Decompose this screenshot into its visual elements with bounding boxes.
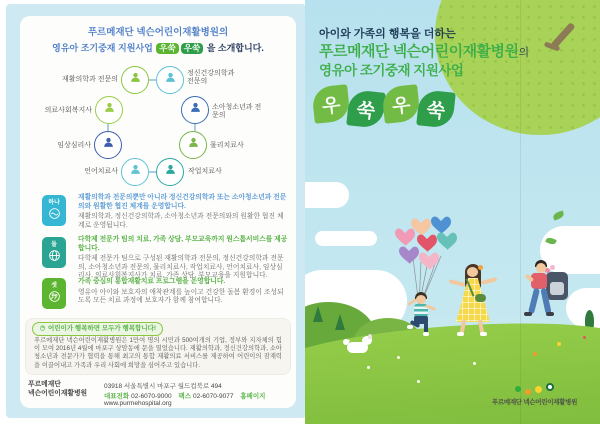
man-shoe xyxy=(546,312,554,316)
usuk-logo-leaf-3: 우 xyxy=(381,84,421,124)
woman-arm xyxy=(481,277,497,284)
section-two xyxy=(78,236,288,281)
handshake-icon xyxy=(42,207,66,220)
man-shirt xyxy=(531,273,547,289)
man-backpack-pocket xyxy=(550,282,564,295)
web-label: 홈페이지 xyxy=(240,393,266,400)
diagram-label-physical-therapist: 물리치료사 xyxy=(210,142,244,149)
fax-value: 02-6070-9077 xyxy=(192,393,234,400)
section-one-body: 재활의학과, 정신건강의학과, 소아청소년과 전문의와의 원활한 협진 체계로 운영됩니다. xyxy=(78,213,284,229)
logo-dots-icon xyxy=(477,384,592,395)
section-three xyxy=(78,278,288,306)
diagram-connector xyxy=(107,124,109,131)
cover-tagline: 아이와 가족의 행복을 더하는 xyxy=(319,28,456,40)
cloud xyxy=(540,226,600,274)
diagram-connector xyxy=(149,171,156,173)
person-icon xyxy=(102,136,115,154)
cover-subtitle: 영유아 조기중재 지원사업 xyxy=(319,63,464,78)
diagram-label-speech-therapist: 언어치료사 xyxy=(84,168,118,175)
phone-value: 02-6070-9000 xyxy=(131,393,172,400)
dog-ear xyxy=(368,334,372,339)
person-icon xyxy=(129,71,142,89)
diagram-connector xyxy=(149,79,156,81)
phone-label: 대표전화 xyxy=(104,393,130,400)
section-badge-three xyxy=(42,278,66,309)
cloud xyxy=(566,288,600,328)
intro-line1: 푸르메재단 넥슨어린이재활병원의 xyxy=(87,27,229,38)
contact-org-line1: 푸르메재단 xyxy=(28,381,61,388)
team-circle-physical-therapist xyxy=(179,131,207,159)
diagram-label-occupational-therapist: 작업치료사 xyxy=(188,168,222,175)
section-three-body: 영유아 아이와 보호자의 애착관계를 높이고 건강한 돌봄 환경이 조성되도록 모든 치료 과정에 보호자가 함께 참여합니다. xyxy=(78,288,284,305)
person-icon xyxy=(103,101,116,119)
section-one xyxy=(78,194,288,230)
note-body: 푸르메재단 넥슨어린이재활병원은 1만여 명의 시민과 500여개의 기업, 정부와 지자체의 힘이 모여 2016년 4월에 마포구 상암동에 문을 열었습니다. 재활의학과, 정신건강의학과, 소아청소년과 전문가가 협력을 통해 최고의 통합 재활의료 서비스를 제공하여 어린이의 잠재력을 이끌어내고 가족과 우리 사회에 희망을 심어주고 있습니다. xyxy=(34,337,282,369)
section-one-heading: 재활의학과 전문의뿐만 아니라 정신건강의학과 또는 소아청소년과 전문의와 원활한 협진 체계를 운영합니다. xyxy=(78,194,287,210)
logo-dot xyxy=(525,389,531,395)
cloud xyxy=(305,182,349,208)
usuk-logo-leaf-4: 쑥 xyxy=(416,89,456,129)
boy-head xyxy=(416,295,426,304)
woman-shoe xyxy=(457,332,464,336)
section-three-heading: 가족 중심의 통합재활치료 프로그램을 운영합니다. xyxy=(78,278,226,285)
diagram-connector xyxy=(194,124,196,131)
woman-shoe xyxy=(480,332,487,336)
team-circle-pediatrician xyxy=(181,96,209,124)
family-icon xyxy=(42,290,66,303)
flower xyxy=(557,342,561,346)
section-two-body: 다학제 전문가 팀으로 구성된 재활의학과 전문의, 정신건강의학과 전문의, 소아청소년과 전문의, 물리치료사, 작업치료사, 언어치료사, 임상심리사, 의료사회복지사가 치료, 가족 상담, 부모교육을 지원합니다. xyxy=(78,255,284,280)
globe-icon xyxy=(42,249,66,262)
woman-bag xyxy=(475,294,486,302)
team-circle-occupational-therapist xyxy=(156,158,184,186)
contact-org xyxy=(28,380,87,398)
boy-shoe xyxy=(407,325,413,329)
woman-hair-flower xyxy=(478,265,483,270)
person-icon xyxy=(164,163,177,181)
team-circle-speech-therapist xyxy=(121,158,149,186)
note-title: 어린이가 행복하면 모두가 행복합니다! xyxy=(48,325,157,332)
intro-line2-prefix: 영유아 조기중재 지원사업 xyxy=(52,43,153,53)
diagram-label-medical-social-worker: 의료사회복지사 xyxy=(44,107,92,114)
section-badge-two-label: 둘 xyxy=(51,242,57,248)
team-circle-clinical-psychologist xyxy=(94,131,122,159)
usuk-badge-1: 우쑥 xyxy=(156,43,178,54)
intro-line2-suffix: 을 소개합니다. xyxy=(206,43,264,53)
diagram-label-clinical-psychologist: 임상심리사 xyxy=(57,142,91,149)
contact-line xyxy=(104,391,296,407)
cover-title-suffix: 의 xyxy=(518,47,530,59)
person-icon xyxy=(187,136,200,154)
flower xyxy=(417,380,420,383)
flower xyxy=(367,366,370,369)
cover-title-line xyxy=(319,43,529,62)
team-circle-rehab-doctor xyxy=(121,66,149,94)
section-badge-three-label: 셋 xyxy=(51,283,57,289)
hand-icon xyxy=(39,324,46,334)
person-icon xyxy=(164,71,177,89)
flower xyxy=(583,336,586,339)
contact-org-line2: 넥슨어린이재활병원 xyxy=(28,390,88,397)
diagram-label-rehab-doctor: 재활의학과 전문의 xyxy=(61,76,118,83)
falling-leaf xyxy=(552,210,565,220)
man-shoe xyxy=(524,312,532,316)
man-head xyxy=(536,263,546,273)
usuk-logo-leaf-2: 쑥 xyxy=(346,89,386,129)
cover-text-block xyxy=(319,26,529,79)
fax-label: 팩스 xyxy=(178,393,191,400)
cloud xyxy=(315,231,377,246)
logo-dot xyxy=(546,383,554,391)
team-circle-medical-social-worker xyxy=(95,96,123,124)
boy-shoe xyxy=(423,332,429,336)
man-leg xyxy=(528,288,540,315)
person-icon xyxy=(189,101,202,119)
section-two-heading: 다학제 전문가 팀의 치료, 가족 상담, 부모교육까지 원스톱서비스를 제공합니다. xyxy=(78,236,288,252)
flower xyxy=(473,362,476,365)
cover-title: 푸르메재단 넥슨어린이재활병원 xyxy=(319,43,519,60)
flower xyxy=(533,352,537,356)
contact-address: 03918 서울특별시 마포구 월드컵북로 494 xyxy=(104,383,222,390)
team-circle-psychiatrist xyxy=(156,66,184,94)
usuk-logo-leaf-1: 우 xyxy=(311,84,351,124)
diagram-label-pediatrician: 소아청소년과 전문의 xyxy=(212,104,262,119)
hospital-logo xyxy=(477,384,592,406)
usuk-badge-2: 우쑥 xyxy=(181,43,203,54)
section-badge-one xyxy=(42,195,66,226)
hospital-logo-text: 푸르메재단 넥슨어린이재활병원 xyxy=(491,399,578,406)
backpack-flower xyxy=(550,265,555,270)
fold-line xyxy=(520,0,521,424)
woman-head xyxy=(467,267,478,277)
left-content-card xyxy=(20,16,296,408)
intro-block xyxy=(20,26,296,55)
web-value: www.purmehospital.org xyxy=(104,400,172,407)
diagram-label-psychiatrist: 정신건강의학과 전문의 xyxy=(187,70,235,85)
person-icon xyxy=(129,163,142,181)
note-title-pill xyxy=(32,322,163,336)
note-box xyxy=(25,318,291,375)
pine-tree xyxy=(313,306,323,322)
flower xyxy=(397,356,400,359)
intro-line2 xyxy=(20,41,296,55)
pine-tree xyxy=(335,314,345,330)
left-page xyxy=(6,4,306,418)
heart-balloons xyxy=(393,216,471,317)
section-badge-one-label: 하나 xyxy=(48,200,60,206)
logo-dot xyxy=(535,386,542,393)
cover-page xyxy=(305,0,600,424)
section-badge-two xyxy=(42,237,66,268)
